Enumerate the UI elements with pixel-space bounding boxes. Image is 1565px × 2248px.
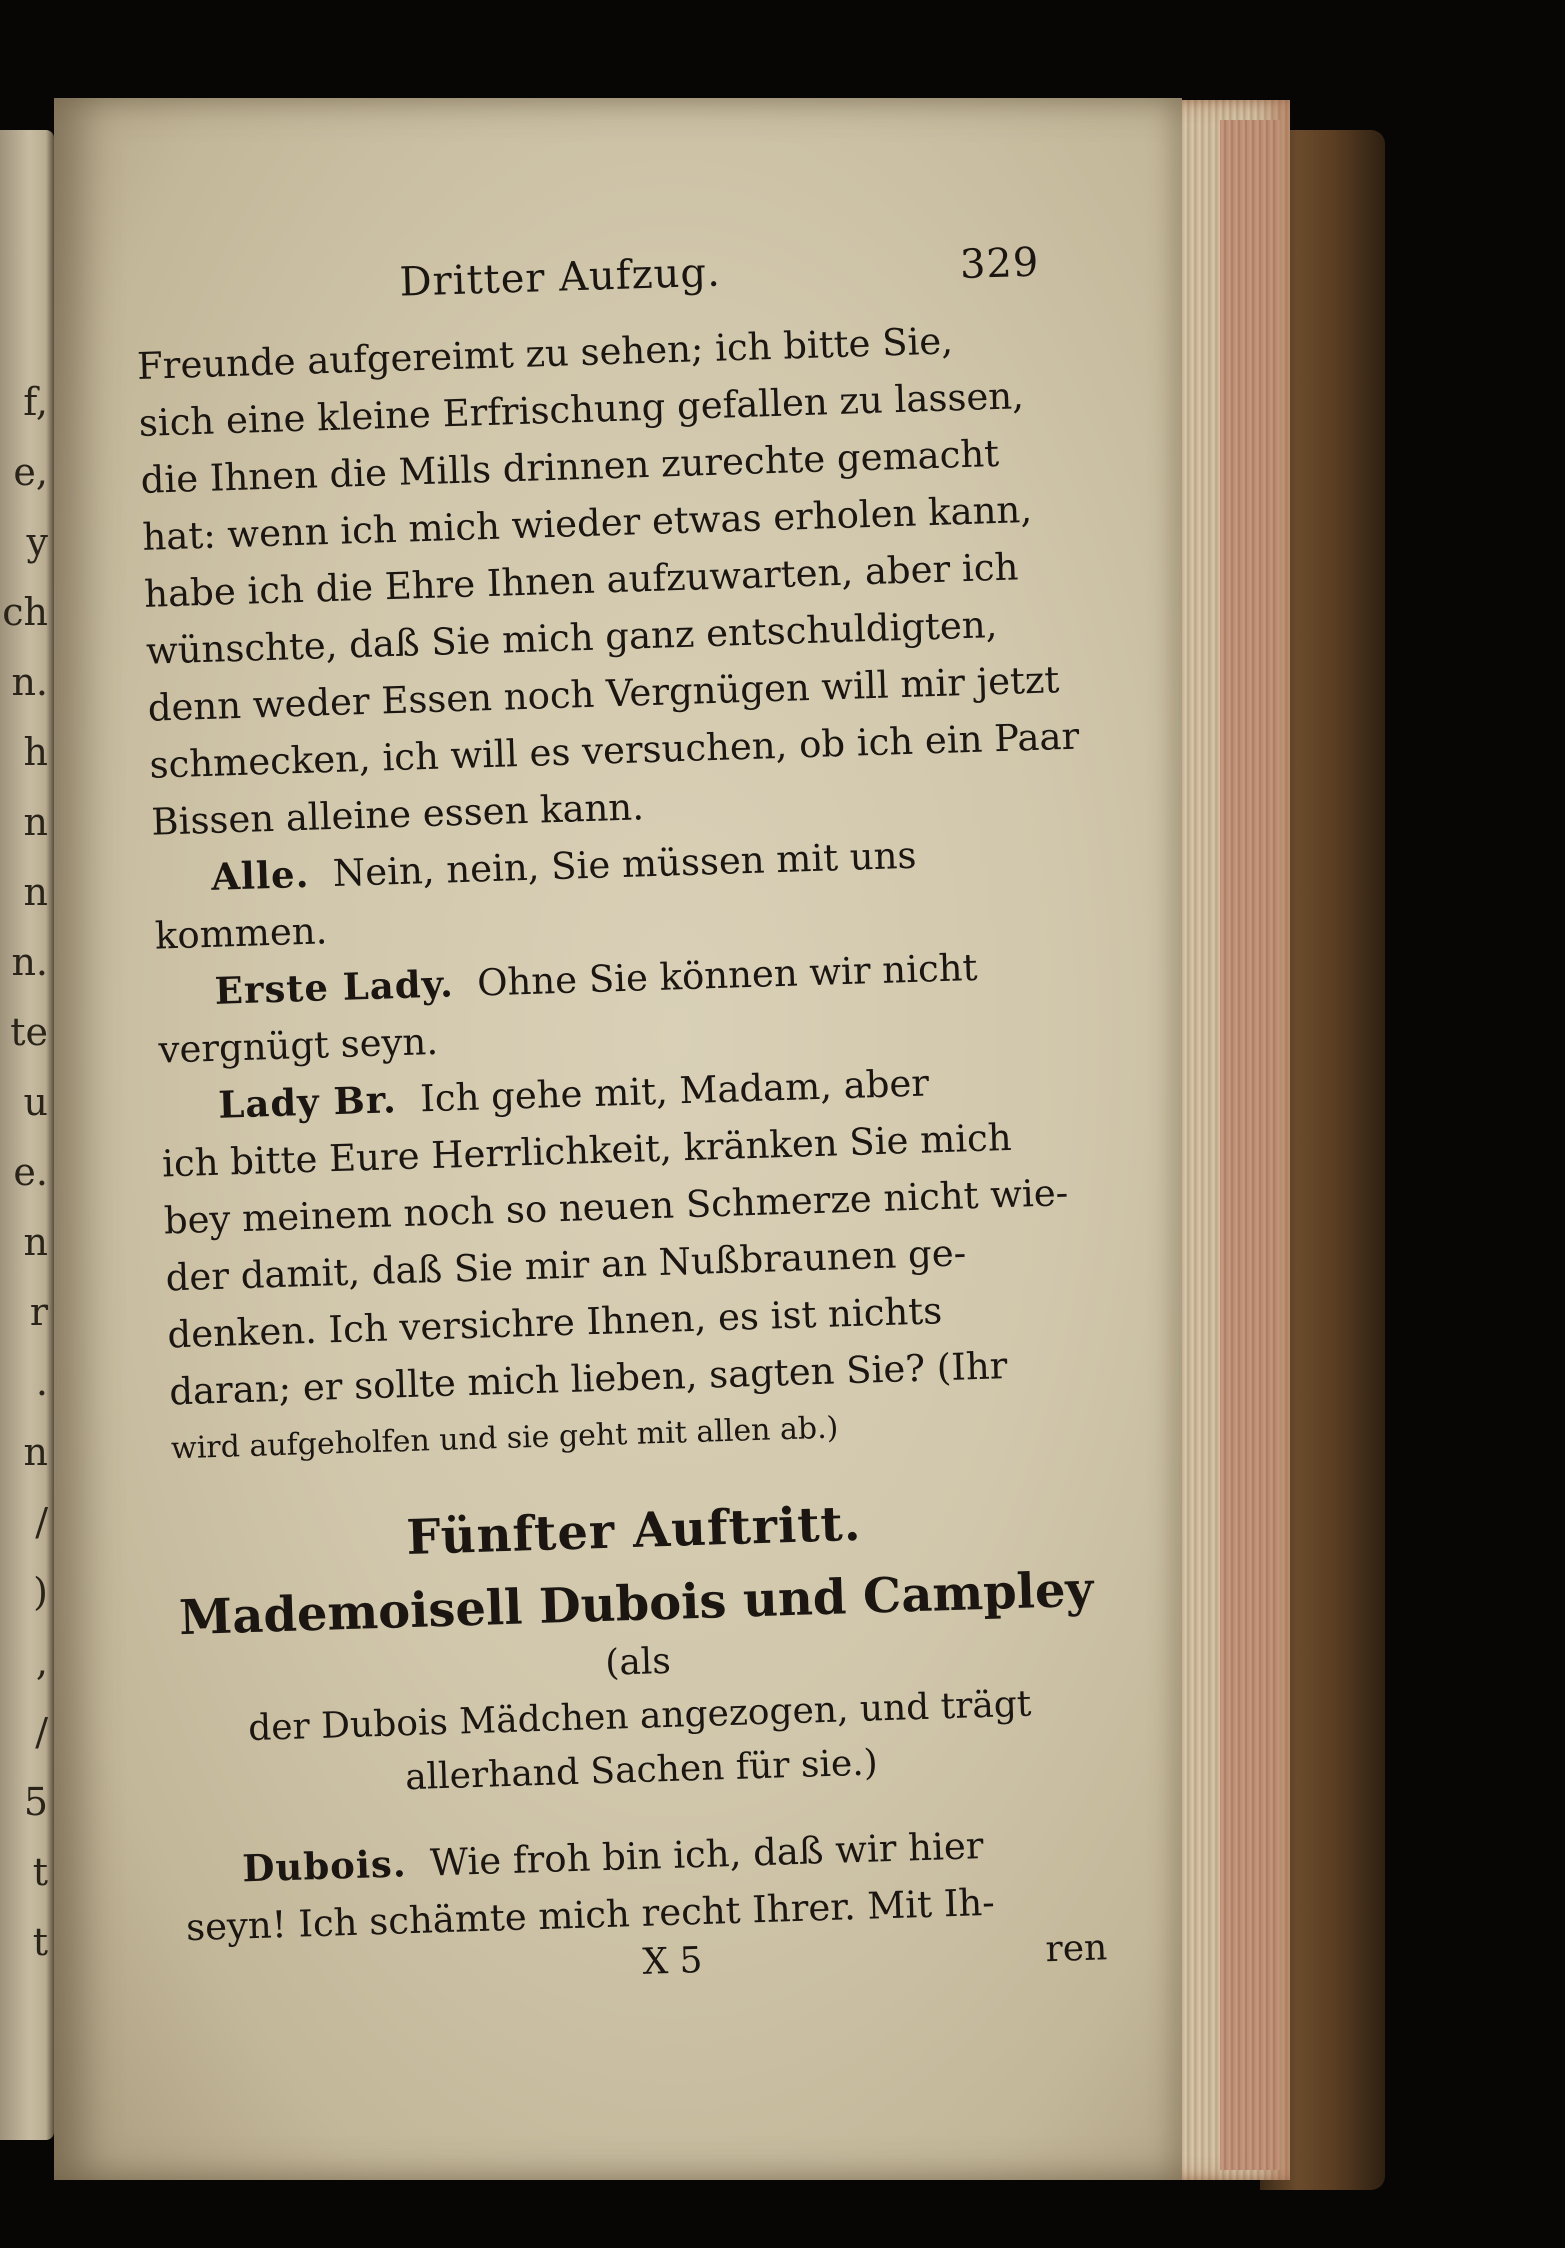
book-page bbox=[54, 98, 1182, 2180]
margin-fragment: n bbox=[23, 870, 48, 914]
margin-fragment: t bbox=[32, 1920, 48, 1964]
running-head-title: Dritter Aufzug. bbox=[398, 249, 722, 306]
text-line: denken. Ich versichre Ihnen, es ist nichts bbox=[166, 1289, 943, 1357]
red-page-edges bbox=[1220, 120, 1280, 2170]
margin-fragment: n. bbox=[11, 940, 48, 984]
stage-direction: wird aufgeholfen und sie geht mit allen ab.) bbox=[170, 1410, 839, 1467]
catchword: ren bbox=[1044, 1927, 1108, 1971]
text-line: bey meinem noch so neuen Schmerze nicht wie- bbox=[163, 1171, 1069, 1243]
text-line: seyn! Ich schämte mich recht Ihrer. Mit Ih- bbox=[185, 1880, 996, 1950]
page-text bbox=[134, 239, 1108, 2006]
cast-names: Mademoisell Dubois und Campley bbox=[178, 1561, 1095, 1647]
speaker-name: Erste Lady. bbox=[214, 961, 455, 1013]
text-line: vergnügt seyn. bbox=[157, 1019, 439, 1072]
margin-fragment: te bbox=[10, 1010, 48, 1054]
margin-fragment: y bbox=[26, 520, 48, 564]
text-line: Freunde aufgereimt zu sehen; ich bitte Sie, bbox=[136, 319, 954, 388]
text-line: sich eine kleine Erfrischung gefallen zu lassen, bbox=[138, 374, 1025, 445]
text-line: daran; er sollte mich lieben, sagten Sie? (Ihr bbox=[168, 1344, 1009, 1414]
margin-fragment: r bbox=[29, 1290, 48, 1334]
speech-lady-br bbox=[159, 1050, 1091, 1478]
margin-fragment: ch bbox=[2, 590, 48, 634]
margin-fragment: n. bbox=[11, 660, 48, 704]
margin-fragment: u bbox=[23, 1080, 48, 1124]
text-line: wünschte, daß Sie mich ganz entschuldigten, bbox=[145, 603, 998, 673]
margin-fragment: / bbox=[35, 1710, 48, 1754]
signature-mark: X 5 bbox=[641, 1939, 704, 1983]
cast-list bbox=[176, 1562, 1102, 1812]
margin-fragment: / bbox=[35, 1500, 48, 1544]
speaker-name: Alle. bbox=[210, 851, 311, 899]
cast-direction-line: (als bbox=[604, 1640, 672, 1684]
text-line: der damit, daß Sie mir an Nußbraunen ge- bbox=[165, 1231, 967, 1300]
margin-fragment: e. bbox=[13, 1150, 48, 1194]
text-line: Ich gehe mit, Madam, aber bbox=[419, 1061, 930, 1121]
page-number: 329 bbox=[959, 239, 1040, 289]
text-line: Ohne Sie können wir nicht bbox=[476, 945, 979, 1005]
text-line: denn weder Essen noch Vergnügen will mir jetzt bbox=[147, 658, 1060, 730]
speaker-name: Lady Br. bbox=[217, 1077, 398, 1127]
margin-fragment: h bbox=[23, 730, 48, 774]
left-facing-page bbox=[0, 130, 54, 2140]
text-line: Bissen alleine essen kann. bbox=[150, 785, 645, 844]
margin-fragment: ) bbox=[33, 1570, 48, 1614]
margin-fragment: t bbox=[32, 1850, 48, 1894]
margin-fragment: , bbox=[35, 1640, 48, 1684]
text-line: Nein, nein, Sie müssen mit uns bbox=[332, 833, 918, 896]
speaker-name: Dubois. bbox=[241, 1841, 408, 1891]
left-page-margin-fragments bbox=[2, 380, 50, 2030]
text-line: habe ich die Ehre Ihnen aufzuwarten, aber ich bbox=[143, 545, 1019, 616]
cast-direction-line: allerhand Sachen für sie.) bbox=[404, 1742, 879, 1799]
text-line: schmecken, ich will es versuchen, ob ich ein Paar bbox=[148, 714, 1080, 787]
scene-heading: Fünfter Auftritt. bbox=[405, 1495, 863, 1567]
margin-fragment: 5 bbox=[23, 1780, 48, 1824]
text-line: Wie froh bin ich, daß wir hier bbox=[429, 1824, 985, 1885]
margin-fragment: . bbox=[35, 1360, 48, 1404]
text-line: kommen. bbox=[154, 909, 328, 958]
margin-fragment: f, bbox=[23, 380, 48, 424]
margin-fragment: n bbox=[23, 1220, 48, 1264]
text-line: ich bitte Eure Herrlichkeit, kränken Sie mich bbox=[161, 1115, 1013, 1186]
paragraph-opening bbox=[136, 309, 1080, 851]
margin-fragment: e, bbox=[13, 450, 48, 494]
text-line: hat: wenn ich mich wieder etwas erholen kann, bbox=[141, 487, 1033, 559]
cast-direction-line: der Dubois Mädchen angezogen, und trägt bbox=[247, 1683, 1032, 1750]
margin-fragment: n bbox=[23, 1430, 48, 1474]
margin-fragment: n bbox=[23, 800, 48, 844]
text-line: die Ihnen die Mills drinnen zurechte gemacht bbox=[139, 431, 1000, 502]
